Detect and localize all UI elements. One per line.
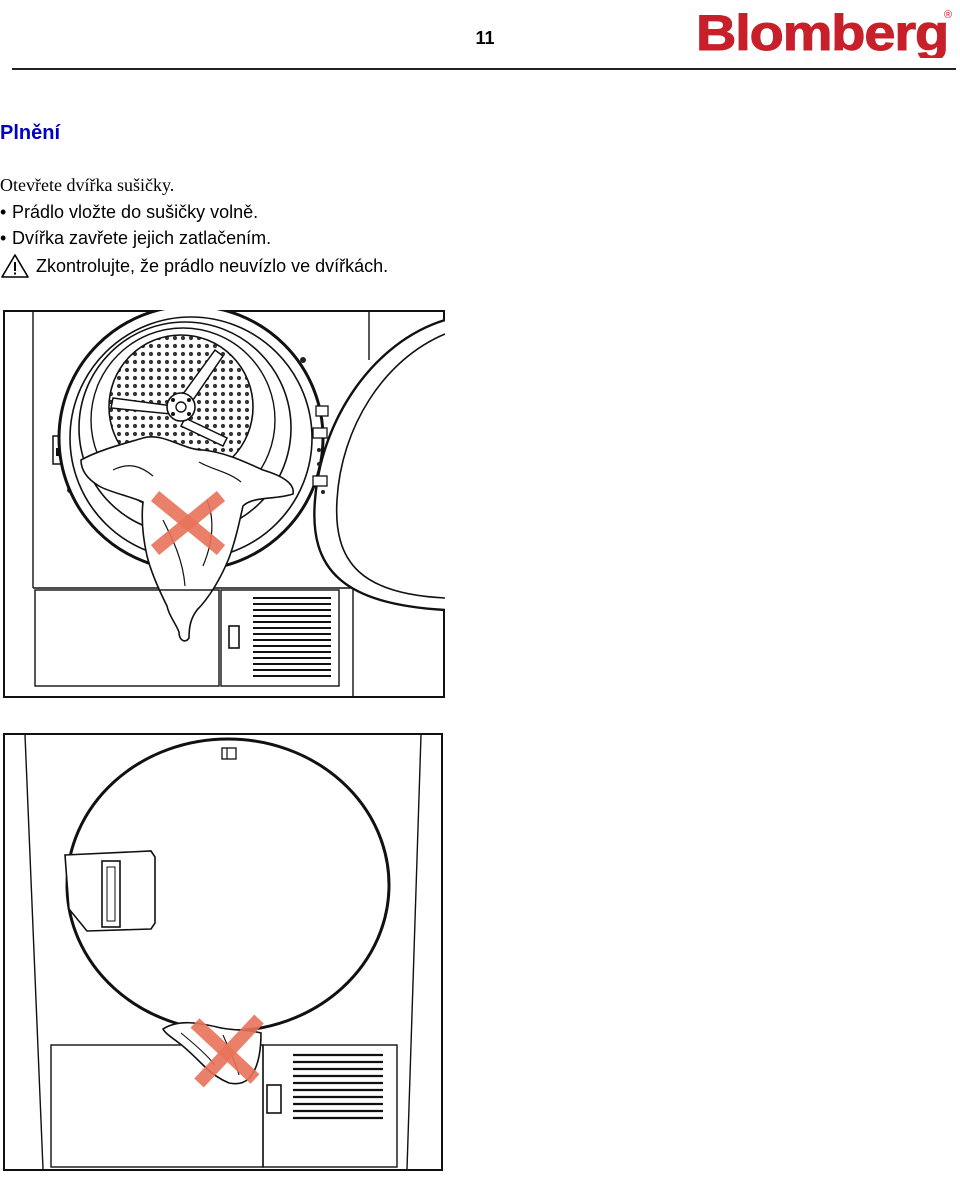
figure-open-door (3, 310, 445, 703)
bullet-icon: • (0, 202, 7, 222)
brand-name: Blomberg (696, 6, 948, 58)
intro-text: Otevřete dvířka sušičky. (0, 175, 175, 195)
dryer-door-closed-laundry-caught-illustration (3, 733, 443, 1173)
header-divider (12, 68, 956, 70)
list-item-text: Prádlo vložte do sušičky volně. (12, 202, 259, 222)
list-item (0, 202, 258, 223)
warning-note (0, 253, 388, 279)
brand-logo (694, 6, 956, 63)
warning-triangle-icon (0, 253, 30, 279)
page-number: 11 (475, 28, 495, 48)
registered-mark: ® (944, 9, 953, 21)
bullet-icon: • (0, 228, 7, 248)
figure-closed-door (3, 733, 443, 1178)
section-title: Plnění (0, 122, 61, 144)
list-item (0, 228, 271, 249)
warning-text: Zkontrolujte, že prádlo neuvízlo ve dvířkách. (36, 255, 389, 276)
dryer-door-open-laundry-hanging-illustration (3, 310, 445, 698)
list-item-text: Dvířka zavřete jejich zatlačením. (12, 228, 272, 248)
